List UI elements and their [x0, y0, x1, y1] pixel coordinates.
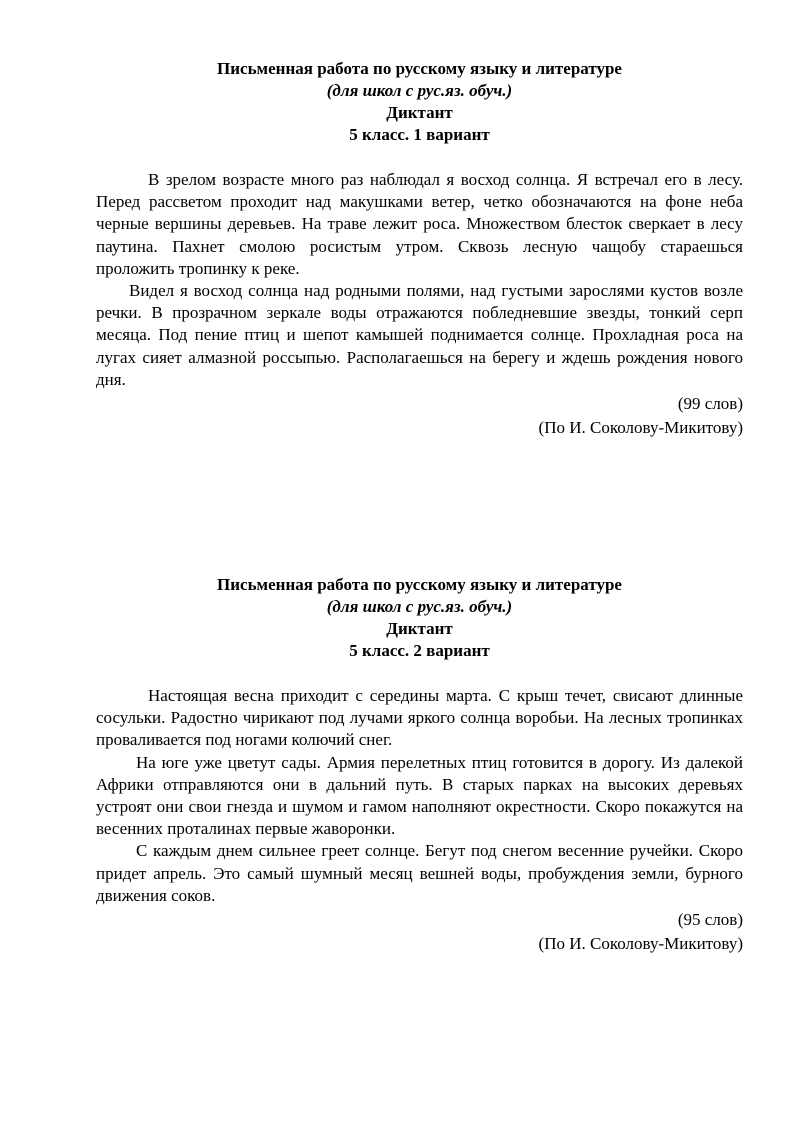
variant-grade: 5 класс. 1 вариант: [349, 125, 490, 144]
document-page: [96, 0, 743, 1131]
variant-1: [96, 58, 743, 440]
variant-type: Диктант: [386, 103, 453, 122]
author-attribution: (По И. Соколову-Микитову): [538, 934, 743, 954]
paragraph: На юге уже цветут сады. Армия перелетных птиц готовится в дорогу. Из далекой Африки отправляются они в дальний путь. В старых парках на высоких деревьях устроят они свои гнезда и шумом и гамом наполняют окрестности. Скоро покажутся на весенних проталинах первые жаворонки.: [96, 752, 743, 839]
dictation-text: [96, 169, 743, 391]
variant-grade: 5 класс. 2 вариант: [349, 641, 490, 660]
variant-2-header: [96, 574, 743, 662]
word-count: (99 слов): [677, 394, 743, 414]
word-count: (95 слов): [677, 910, 743, 930]
author-attribution: (По И. Соколову-Микитову): [538, 418, 743, 438]
variant-title: Письменная работа по русскому языку и литературе: [217, 59, 622, 78]
paragraph: Настоящая весна приходит с середины марта. С крыш течет, свисают длинные сосульки. Радостно чирикают под лучами яркого солнца воробьи. На лесных тропинках проваливается под ногами колючий снег.: [96, 686, 743, 750]
paragraph: В зрелом возрасте много раз наблюдал я восход солнца. Я встречал его в лесу. Перед рассветом проходит над макушками ветер, четко обозначаются на фоне неба черные вершины деревьев. На траве лежит роса. Множеством блесток сверкает в лесу паутина. Пахнет смолою росистым утром. Сквозь лесную чащобу стараешься проложить тропинку к реке.: [96, 170, 743, 278]
variant-subtitle: (для школ с рус.яз. обуч.): [326, 81, 513, 100]
dictation-text: [96, 685, 743, 907]
paragraph: Видел я восход солнца над родными полями, над густыми зарослями кустов возле речки. В прозрачном зеркале воды отражаются побледневшие звезды, тонкий серп месяца. Под пение птиц и шепот камышей поднимается солнце. Прохладная роса на лугах сияет алмазной россыпью. Располагаешься на берегу и ждешь рождения нового дня.: [96, 281, 743, 389]
variant-subtitle: (для школ с рус.яз. обуч.): [326, 597, 513, 616]
variant-title: Письменная работа по русскому языку и литературе: [217, 575, 622, 594]
variant-2: [96, 574, 743, 956]
variant-1-header: [96, 58, 743, 146]
variant-type: Диктант: [386, 619, 453, 638]
paragraph: С каждым днем сильнее греет солнце. Бегут под снегом весенние ручейки. Скоро придет апрель. Это самый шумный месяц вешней воды, пробуждения земли, бурного движения соков.: [96, 841, 743, 905]
